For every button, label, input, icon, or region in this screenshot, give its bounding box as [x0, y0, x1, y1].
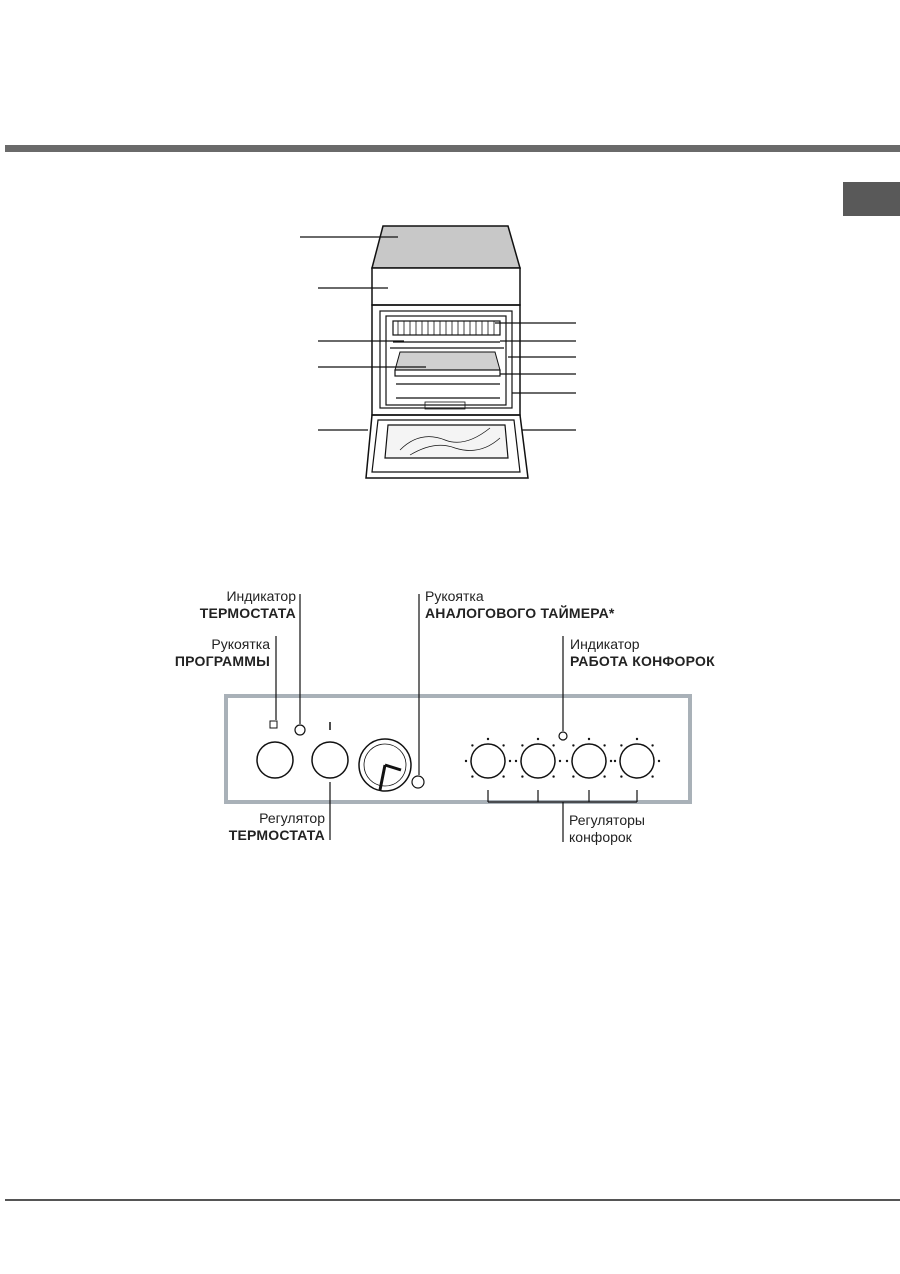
- oven-rack: [393, 321, 500, 335]
- hob-knob-2: [521, 744, 555, 778]
- label-program-knob: Рукоятка ПРОГРАММЫ: [174, 636, 270, 669]
- program-knob: [257, 742, 293, 778]
- label-hob-regulators: Регуляторы конфорок: [569, 812, 645, 845]
- control-panel-frame: [226, 696, 690, 802]
- footer-rule: [5, 1199, 900, 1201]
- program-knob-symbol: [270, 721, 277, 728]
- timer-knob: [412, 776, 424, 788]
- label-thermostat-regulator: Регулятор ТЕРМОСТАТА: [228, 810, 325, 843]
- oven-worktop: [372, 226, 520, 268]
- label-timer-knob: Рукоятка АНАЛОГОВОГО ТАЙМЕРА*: [425, 588, 615, 621]
- label-thermostat-indicator: Индикатор ТЕРМОСТАТА: [199, 588, 296, 621]
- oven-control-band: [372, 268, 520, 305]
- oven-door-glass: [385, 425, 508, 458]
- hob-knob-3: [572, 744, 606, 778]
- hob-knob-1: [471, 744, 505, 778]
- hob-knob-4: [620, 744, 654, 778]
- thermostat-indicator-lamp: [295, 725, 305, 735]
- thermostat-knob: [312, 742, 348, 778]
- label-hob-indicator: Индикатор РАБОТА КОНФОРОК: [570, 636, 715, 669]
- hob-indicator-lamp: [559, 732, 567, 740]
